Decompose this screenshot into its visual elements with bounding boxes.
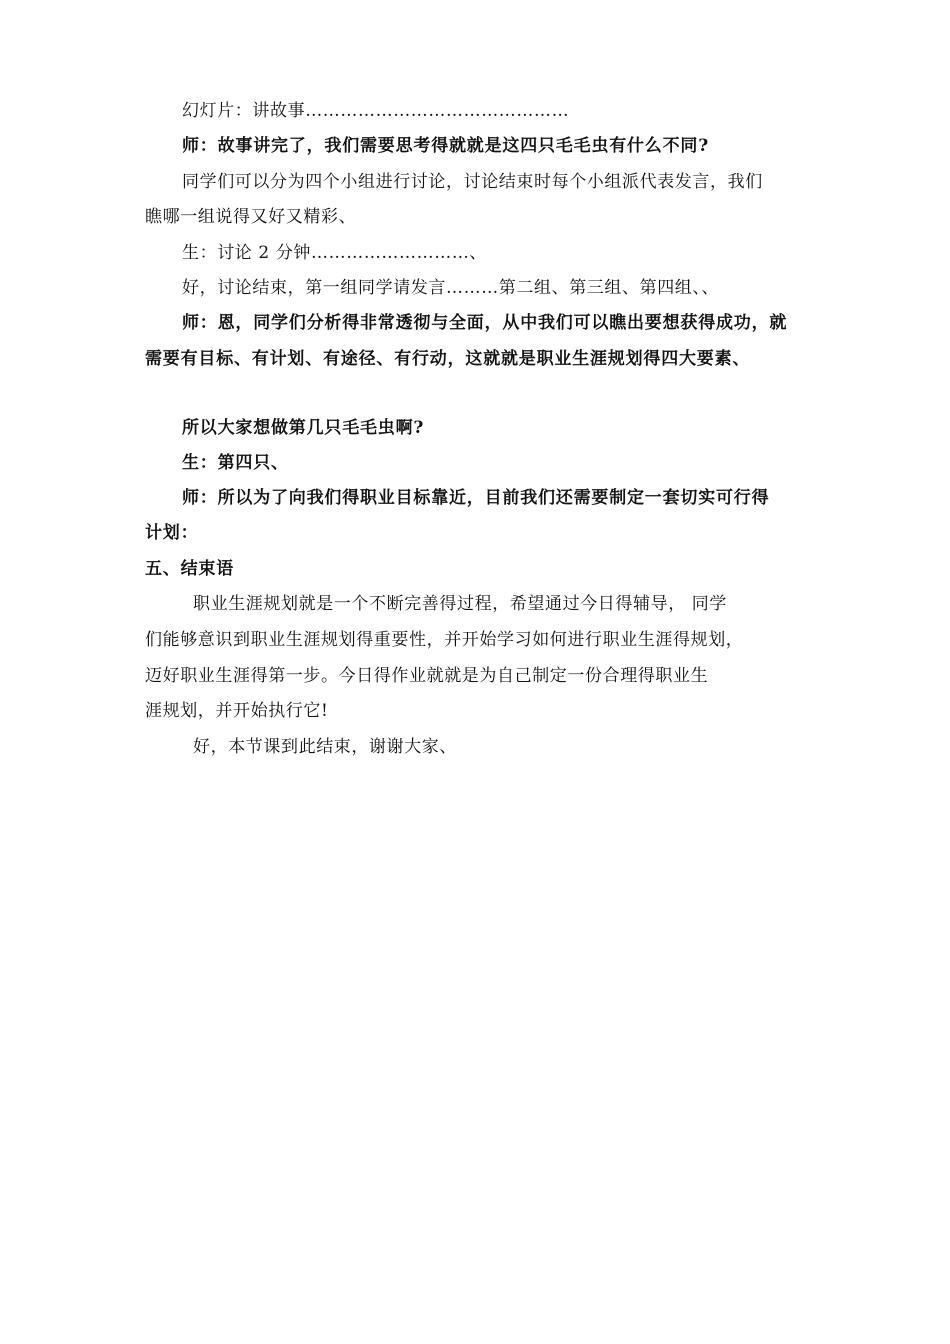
paragraph-conclusion-3: 迈好职业生涯得第一步。今日得作业就就是为自己制定一份合理得职业生 — [145, 666, 709, 686]
section-heading-conclusion: 五、结束语 — [145, 559, 234, 579]
paragraph-slide-story: 幻灯片：讲故事……………………………………… — [182, 101, 570, 121]
paragraph-teacher-summary-cont: 需要有目标、有计划、有途径、有行动，这就就是职业生涯规划得四大要素、 — [145, 349, 751, 369]
paragraph-discussion-end: 好，讨论结束，第一组同学请发言………第二组、第三组、第四组、、 — [182, 278, 720, 298]
paragraph-teacher-plan-cont: 计划： — [145, 523, 199, 543]
paragraph-teacher-question: 师：故事讲完了，我们需要思考得就就是这四只毛毛虫有什么不同? — [182, 136, 709, 156]
paragraph-conclusion-4: 涯规划，并开始执行它! — [145, 701, 329, 721]
paragraph-student-discuss: 生：讨论 2 分钟………………………、 — [182, 243, 488, 263]
paragraph-conclusion-2: 们能够意识到职业生涯规划得重要性，并开始学习如何进行职业生涯得规划， — [145, 630, 744, 650]
paragraph-student-answer: 生：第四只、 — [182, 453, 289, 473]
paragraph-conclusion-1: 职业生涯规划就是一个不断完善得过程，希望通过今日得辅导， 同学 — [193, 594, 728, 614]
paragraph-teacher-summary: 师：恩，同学们分析得非常透彻与全面，从中我们可以瞧出要想获得成功，就 — [182, 313, 788, 333]
paragraph-teacher-plan: 师：所以为了向我们得职业目标靠近，目前我们还需要制定一套切实可行得 — [182, 488, 770, 508]
paragraph-group-discussion: 同学们可以分为四个小组进行讨论，讨论结束时每个小组派代表发言，我们 — [182, 172, 763, 192]
paragraph-closing: 好，本节课到此结束，谢谢大家、 — [193, 737, 457, 757]
paragraph-which-caterpillar: 所以大家想做第几只毛毛虫啊? — [182, 418, 425, 438]
paragraph-group-discussion-cont: 瞧哪一组说得又好又精彩、 — [145, 207, 357, 227]
